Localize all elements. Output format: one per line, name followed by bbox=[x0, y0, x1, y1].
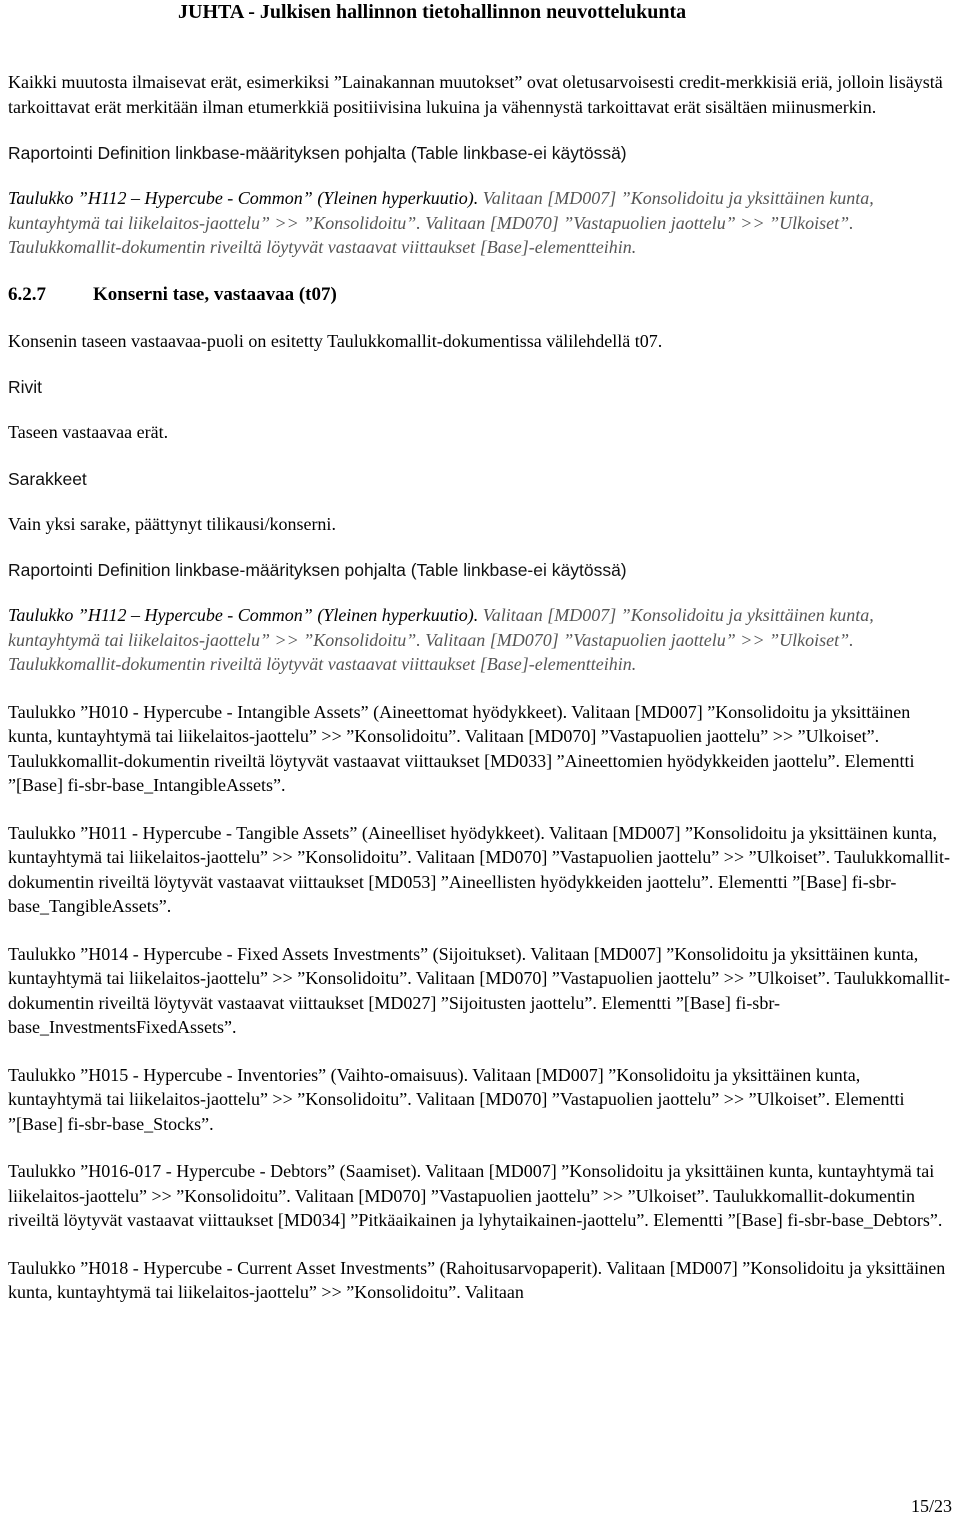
table-h018-label: Taulukko ”H018 - Hypercube - Current Asset Investments” (Rahoitusarvopaperit). bbox=[8, 1257, 607, 1278]
table-h018-paragraph bbox=[8, 1256, 956, 1305]
table-h018-selection: Valitaan [MD007] ”Konsolidoitu ja yksittäinen kunta, kuntayhtymä tai liikelaitos-jaottelu” >> ”Konsolidoitu”. Valitaan bbox=[8, 1257, 946, 1302]
table-h112-label: Taulukko ”H112 – Hypercube - Common” (Yleinen hyperkuutio). bbox=[8, 188, 483, 208]
columns-heading: Sarakkeet bbox=[8, 468, 87, 489]
table-h016-paragraph bbox=[8, 1159, 956, 1233]
table-h112-paragraph bbox=[8, 603, 956, 677]
intro-paragraph: Kaikki muutosta ilmaisevat erät, esimerkiksi ”Lainakannan muutokset” ovat oletusarvoisesti credit-merkkisiä eriä, jolloin lisäystä tarkoittavat erät merkitään ilman etumerkkiä positiivisina lukuina ja vähennystä tarkoittavat erät sisältäen miinusmerkin. bbox=[8, 72, 943, 117]
reporting-heading: Raportointi Definition linkbase-määrityksen pohjalta (Table linkbase-ei käytössä) bbox=[8, 143, 627, 163]
table-h015-label: Taulukko ”H015 - Hypercube - Inventories” (Vaihto-omaisuus). bbox=[8, 1064, 473, 1085]
table-h112-selection: Valitaan [MD007] ”Konsolidoitu ja yksittäinen kunta, kuntayhtymä tai liikelaitos-jaottelu” >> ”Konsolidoitu”. Valitaan [MD070] ”Vastapuolien jaottelu” >> ”Ulkoiset”. Taulukkomallit-dokumentin riveiltä löytyvät vastaavat viittaukset [Base]-elementteihin. bbox=[8, 188, 874, 257]
table-h011-label: Taulukko ”H011 - Hypercube - Tangible Assets” (Aineelliset hyödykkeet). bbox=[8, 822, 550, 843]
page-number: 15/23 bbox=[910, 1496, 952, 1516]
rows-heading: Rivit bbox=[8, 377, 43, 397]
table-h010-paragraph bbox=[8, 700, 956, 798]
document-header-title: JUHTA - Julkisen hallinnon tietohallinnon neuvottelukunta bbox=[178, 1, 687, 23]
table-h010-label: Taulukko ”H010 - Hypercube - Intangible Assets” (Aineettomat hyödykkeet). bbox=[8, 701, 572, 722]
table-h010-selection: Valitaan [MD007] ”Konsolidoitu ja yksittäinen kunta, kuntayhtymä tai liikelaitos-jaottelu” >> ”Konsolidoitu”. Valitaan [MD070] ”Vastapuolien jaottelu” >> ”Ulkoiset”. Taulukkomallit-dokumentin riveiltä löytyvät vastaavat viittaukset [MD033] ”Aineettomien hyödykkeiden jaottelu”. Elementti ”[Base] fi-sbr-base_IntangibleAssets”. bbox=[8, 701, 915, 795]
table-h014-label: Taulukko ”H014 - Hypercube - Fixed Assets Investments” (Sijoitukset). bbox=[8, 943, 531, 964]
section-number: 6.2.7 bbox=[8, 283, 46, 305]
section-title: Konserni tase, vastaavaa (t07) bbox=[93, 283, 337, 305]
table-h011-paragraph bbox=[8, 821, 956, 919]
table-h014-selection: Valitaan [MD007] ”Konsolidoitu ja yksittäinen kunta, kuntayhtymä tai liikelaitos-jaottelu” >> ”Konsolidoitu”. Valitaan [MD070] ”Vastapuolien jaottelu” >> ”Ulkoiset”. Taulukkomallit-dokumentin riveiltä löytyvät vastaavat viittaukset [MD027] ”Sijoitusten jaottelu”. Elementti ”[Base] fi-sbr-base_InvestmentsFixedAssets”. bbox=[8, 943, 950, 1037]
table-h015-paragraph bbox=[8, 1063, 956, 1137]
section-intro: Konsenin taseen vastaavaa-puoli on esitetty Taulukkomallit-dokumentissa välilehdellä t07. bbox=[8, 330, 663, 351]
page-header bbox=[0, 0, 960, 30]
rows-text: Taseen vastaavaa erät. bbox=[8, 422, 169, 442]
document-body bbox=[8, 70, 956, 1305]
table-h016-label: Taulukko ”H016-017 - Hypercube - Debtors” (Saamiset). bbox=[8, 1161, 426, 1181]
section-heading bbox=[8, 283, 956, 307]
table-h011-selection: Valitaan [MD007] ”Konsolidoitu ja yksittäinen kunta, kuntayhtymä tai liikelaitos-jaottelu” >> ”Konsolidoitu”. Valitaan [MD070] ”Vastapuolien jaottelu” >> ”Ulkoiset”. Taulukkomallit-dokumentin riveiltä löytyvät vastaavat viittaukset [MD053] ”Aineellisten hyödykkeiden jaottelu”. Elementti ”[Base] fi-sbr-base_TangibleAssets”. bbox=[8, 822, 950, 916]
reporting-heading: Raportointi Definition linkbase-määrityksen pohjalta (Table linkbase-ei käytössä) bbox=[8, 560, 627, 580]
table-h112-paragraph bbox=[8, 186, 956, 260]
table-h015-selection: Valitaan [MD007] ”Konsolidoitu ja yksittäinen kunta, kuntayhtymä tai liikelaitos-jaottelu” >> ”Konsolidoitu”. Valitaan [MD070] ”Vastapuolien jaottelu” >> ”Ulkoiset”. Elementti ”[Base] fi-sbr-base_Stocks”. bbox=[8, 1064, 905, 1134]
table-h016-selection: Valitaan [MD007] ”Konsolidoitu ja yksittäinen kunta, kuntayhtymä tai liikelaitos-jaottelu” >> ”Konsolidoitu”. Valitaan [MD070] ”Vastapuolien jaottelu” >> ”Ulkoiset”. Taulukkomallit-dokumentin riveiltä löytyvät vastaavat viittaukset [MD034] ”Pitkäaikainen ja lyhytaikainen-jaottelu”. Elementti ”[Base] fi-sbr-base_Debtors”. bbox=[8, 1161, 943, 1230]
table-h112-selection: Valitaan [MD007] ”Konsolidoitu ja yksittäinen kunta, kuntayhtymä tai liikelaitos-jaottelu” >> ”Konsolidoitu”. Valitaan [MD070] ”Vastapuolien jaottelu” >> ”Ulkoiset”. Taulukkomallit-dokumentin riveiltä löytyvät vastaavat viittaukset [Base]-elementteihin. bbox=[8, 605, 874, 674]
table-h014-paragraph bbox=[8, 942, 956, 1040]
columns-text: Vain yksi sarake, päättynyt tilikausi/konserni. bbox=[8, 513, 336, 534]
table-h112-label: Taulukko ”H112 – Hypercube - Common” (Yleinen hyperkuutio). bbox=[8, 605, 483, 625]
